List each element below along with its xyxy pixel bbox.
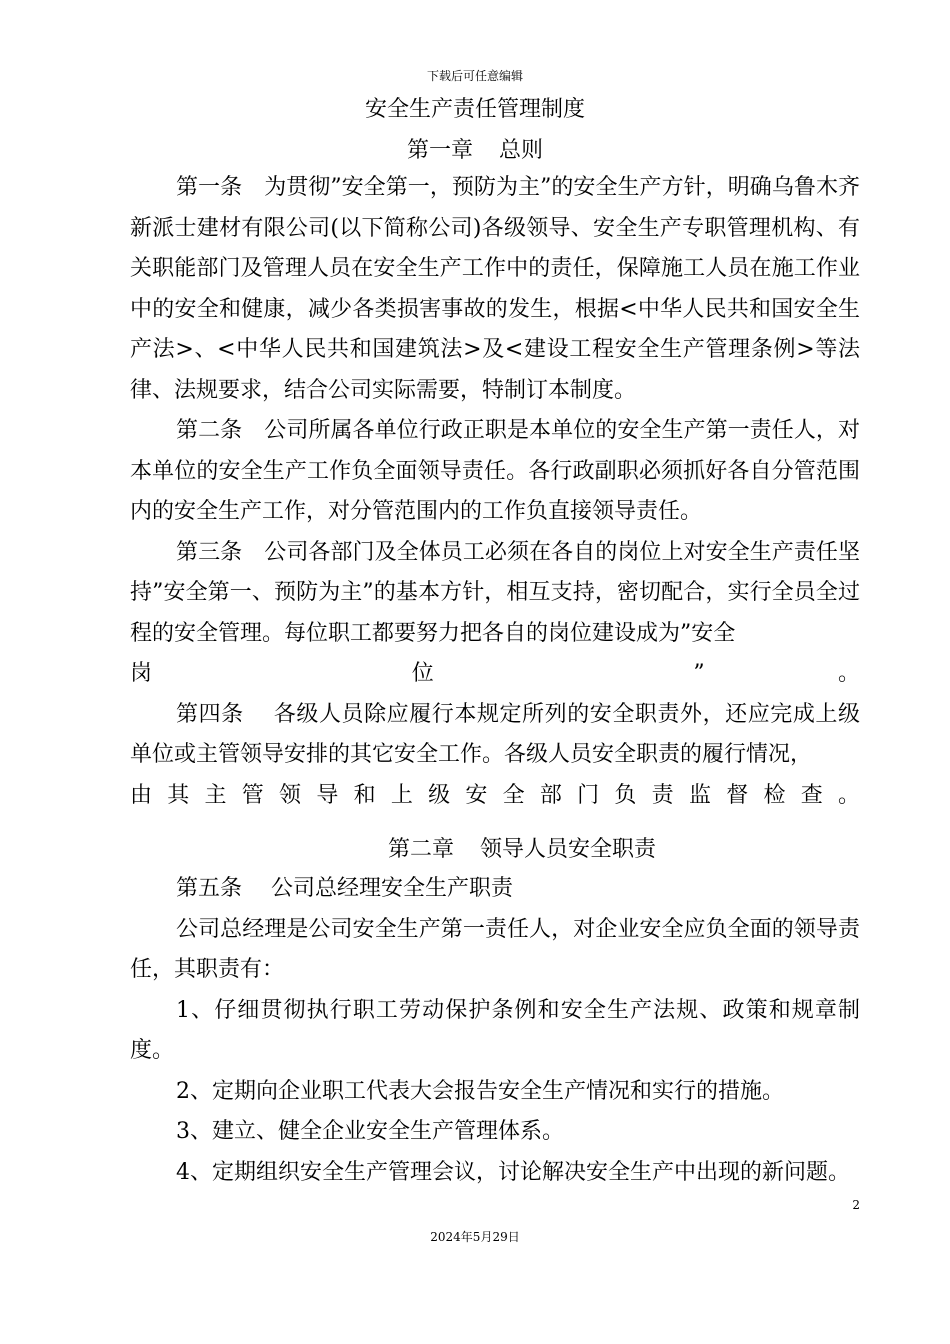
list-item-4: 4、定期组织安全生产管理会议，讨论解决安全生产中出现的新问题。	[176, 1159, 850, 1185]
chapter-1-body	[130, 168, 860, 816]
article-1: 第一条 为贯彻”安全第一，预防为主”的安全生产方针，明确乌鲁木齐新派士建材有限公司(以下简称公司)各级领导、安全生产专职管理机构、有关职能部门及管理人员在安全生产工作中的责任，保障施工人员在施工作业中的安全和健康，减少各类损害事故的发生，根据<中华人民共和国安全生产法>、<中华人民共和国建筑法>及<建设工程安全生产管理条例>等法律、法规要求，结合公司实际需要，特制订本制度。	[130, 175, 860, 403]
list-item-1: 1、仔细贯彻执行职工劳动保护条例和安全生产法规、政策和规章制度。	[130, 997, 860, 1063]
chapter-2-body	[130, 869, 860, 1193]
chapter-2-heading	[0, 836, 950, 864]
footer-date: 2024年5月29日	[430, 1230, 520, 1244]
list-item-2: 2、定期向企业职工代表大会报告安全生产情况和实行的措施。	[176, 1078, 784, 1104]
document-title: 安全生产责任管理制度	[364, 97, 585, 122]
chapter-2-name: 领导人员安全职责	[480, 837, 657, 862]
article-3: 第三条 公司各部门及全体员工必须在各自的岗位上对安全生产责任坚持”安全第一、预防为主”的基本方针，相互支持，密切配合，实行全员全过程的安全管理。每位职工都要努力把各自的岗位建设成为”安全	[130, 539, 860, 646]
chapter-2-number: 第二章	[387, 837, 454, 862]
article-2: 第二条 公司所属各单位行政正职是本单位的安全生产第一责任人，对本单位的安全生产工作负全面领导责任。各行政副职必须抓好各自分管范围内的安全生产工作，对分管范围内的工作负直接领导责任。	[130, 418, 860, 524]
article-5-intro: 公司总经理是公司安全生产第一责任人，对企业安全应负全面的领导责任，其职责有：	[130, 916, 860, 982]
chapter-1-name: 总则	[499, 138, 544, 163]
chapter-1-heading	[0, 137, 950, 165]
article-5: 第五条 公司总经理安全生产职责	[176, 876, 513, 901]
page-number: 2	[852, 1198, 860, 1212]
article-3-tail: 岗 位 ” 。	[130, 661, 860, 686]
list-item-3: 3、建立、健全企业安全生产管理体系。	[176, 1119, 564, 1144]
article-4-tail: 由 其 主 管 领 导 和 上 级 安 全 部 门 负 责 监 督 检 查 。	[130, 782, 860, 808]
article-4: 第四条 各级人员除应履行本规定所列的安全职责外，还应完成上级单位或主管领导安排的其它安全工作。各级人员安全职责的履行情况，	[130, 701, 860, 767]
header-note: 下载后可任意编辑	[426, 69, 523, 83]
chapter-1-number: 第一章	[406, 138, 473, 163]
